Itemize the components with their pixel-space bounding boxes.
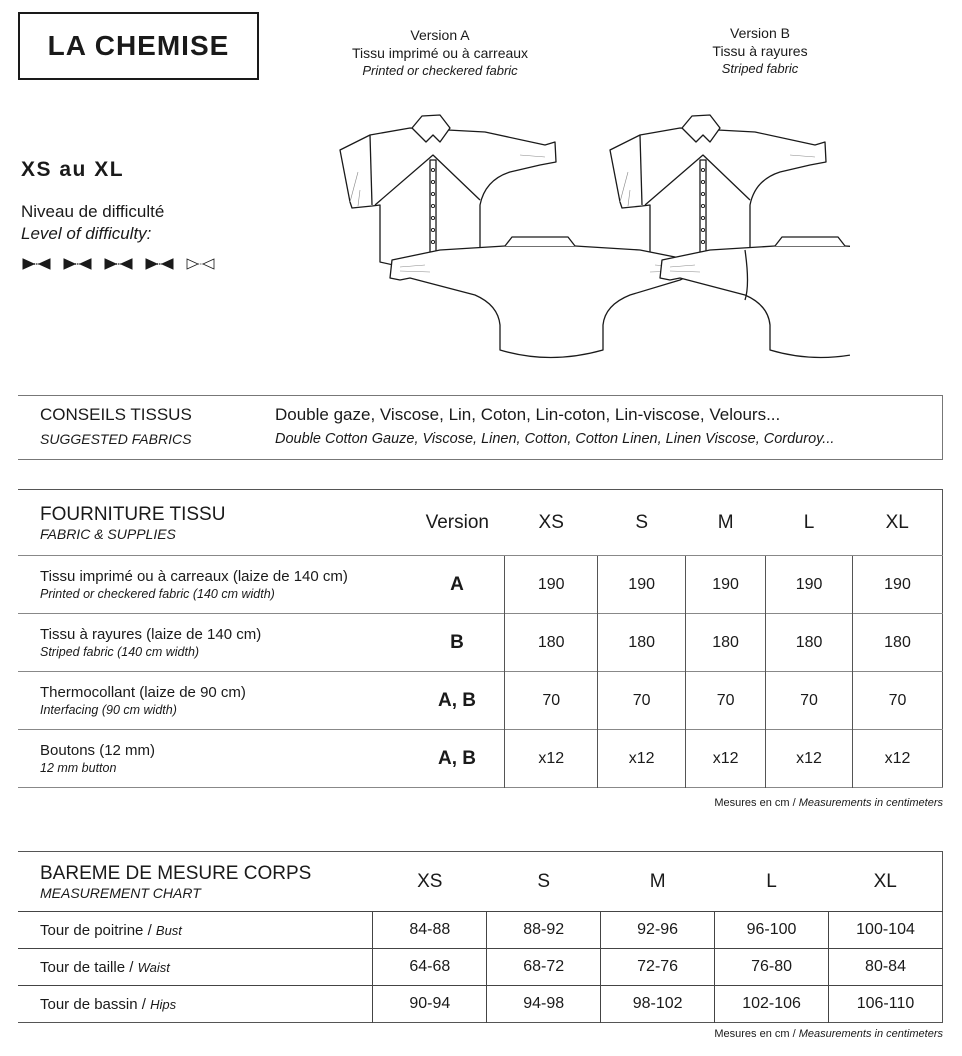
version-b-name: Version B: [730, 25, 790, 41]
size-column-header: S: [537, 870, 551, 892]
bow-tie-filled-icon: [144, 257, 175, 271]
measurement-range-cell: 88-92: [487, 912, 601, 949]
technical-drawings: [330, 110, 850, 370]
measurement-title-en: MEASUREMENT CHART: [40, 884, 201, 901]
supply-quantity-cell: 190: [598, 556, 686, 614]
supply-version: A: [410, 556, 505, 614]
version-b-fabric-fr: Tissu à rayures: [712, 43, 808, 59]
measurement-units-note: [714, 1028, 943, 1040]
version-a-caption: [320, 26, 560, 80]
supply-quantity-cell: 190: [766, 556, 853, 614]
measurement-title: [18, 852, 373, 912]
supply-version: A, B: [410, 730, 505, 788]
difficulty-label-fr: Niveau de difficulté: [21, 202, 165, 221]
table-row: [18, 672, 943, 730]
size-column-header: XS: [538, 511, 564, 533]
measurement-chart-table: [18, 851, 943, 1023]
supply-quantity-cell: 70: [686, 672, 766, 730]
table-row: [18, 730, 943, 788]
supply-label-fr: Boutons (12 mm): [40, 742, 156, 759]
supply-quantity-cell: 70: [766, 672, 853, 730]
units-note-fr: Mesures en cm /: [714, 1028, 799, 1040]
measurement-range-cell: 68-72: [487, 949, 601, 986]
table-row: [18, 986, 943, 1023]
bow-tie-filled-icon: [62, 257, 93, 271]
supply-quantity-cell: 190: [686, 556, 766, 614]
measurement-range-cell: 84-88: [373, 912, 487, 949]
pattern-title: LA CHEMISE: [47, 30, 230, 61]
size-column-header: M: [649, 870, 666, 892]
supply-label: [18, 672, 410, 730]
bow-tie-filled-icon: [21, 257, 52, 271]
supply-label: [18, 556, 410, 614]
supplies-title-en: FABRIC & SUPPLIES: [40, 525, 176, 542]
measurement-label-en: Hips: [150, 996, 177, 1012]
supply-label-fr: Tissu imprimé ou à carreaux (laize de 140 cm): [40, 568, 348, 585]
version-a-fabric-en: Printed or checkered fabric: [362, 63, 518, 78]
table-header-row: [18, 852, 943, 912]
measurement-range-cell: 72-76: [601, 949, 715, 986]
measurement-label-fr: Tour de taille /: [40, 958, 138, 976]
suggested-fabrics-box: [18, 395, 943, 460]
supply-quantity-cell: x12: [505, 730, 598, 788]
units-note-fr: Mesures en cm /: [714, 797, 799, 809]
measurement-label-fr: Tour de bassin /: [40, 995, 151, 1013]
supply-quantity-cell: 180: [686, 614, 766, 672]
fabric-supplies-table: [18, 489, 943, 788]
measurement-range-cell: 102-106: [715, 986, 829, 1023]
measurement-label: [18, 986, 373, 1023]
supply-quantity-cell: 180: [766, 614, 853, 672]
measurement-label: [18, 912, 373, 949]
difficulty-rating: [21, 257, 216, 271]
size-column-header: S: [635, 511, 648, 533]
suggested-fabrics-list-en: Double Cotton Gauze, Viscose, Linen, Cotton, Cotton Linen, Linen Viscose, Corduroy...: [275, 431, 835, 447]
supply-label-fr: Thermocollant (laize de 90 cm): [40, 684, 246, 701]
supplies-title: [18, 490, 410, 556]
measurement-label: [18, 949, 373, 986]
size-column-header: XL: [873, 870, 897, 892]
measurement-title-fr: BAREME DE MESURE CORPS: [40, 862, 312, 884]
supply-version: A, B: [410, 672, 505, 730]
supply-quantity-cell: 190: [505, 556, 598, 614]
measurement-range-cell: 76-80: [715, 949, 829, 986]
supply-label-en: Printed or checkered fabric (140 cm width): [40, 587, 275, 601]
version-b-caption: [640, 24, 880, 78]
suggested-fabrics-title-en: SUGGESTED FABRICS: [40, 431, 192, 447]
supply-quantity-cell: 180: [853, 614, 943, 672]
supply-quantity-cell: 70: [505, 672, 598, 730]
size-range: XS au XL: [21, 158, 125, 181]
version-a-fabric-fr: Tissu imprimé ou à carreaux: [351, 45, 529, 61]
bow-tie-empty-icon: [185, 257, 216, 271]
supply-quantity-cell: 190: [853, 556, 943, 614]
supply-quantity-cell: x12: [853, 730, 943, 788]
supply-quantity-cell: x12: [686, 730, 766, 788]
supply-label: [18, 614, 410, 672]
size-column-header: M: [717, 511, 734, 533]
version-a-name: Version A: [410, 27, 470, 43]
measurement-range-cell: 90-94: [373, 986, 487, 1023]
bow-tie-filled-icon: [103, 257, 134, 271]
table-row: [18, 949, 943, 986]
table-row: [18, 912, 943, 949]
table-header-row: [18, 490, 943, 556]
size-column-header: XL: [885, 511, 909, 533]
supply-quantity-cell: 180: [598, 614, 686, 672]
measurement-label-fr: Tour de poitrine /: [40, 921, 156, 939]
measurement-label-en: Waist: [137, 959, 170, 975]
supply-label: [18, 730, 410, 788]
measurement-range-cell: 96-100: [715, 912, 829, 949]
measurement-range-cell: 92-96: [601, 912, 715, 949]
measurement-range-cell: 80-84: [829, 949, 943, 986]
supplies-title-fr: FOURNITURE TISSU: [40, 503, 226, 525]
measurement-range-cell: 100-104: [829, 912, 943, 949]
table-row: [18, 614, 943, 672]
supply-quantity-cell: 70: [598, 672, 686, 730]
measurement-range-cell: 94-98: [487, 986, 601, 1023]
shirt-a-back-drawing: [390, 237, 692, 358]
supply-quantity-cell: 70: [853, 672, 943, 730]
supply-version: B: [410, 614, 505, 672]
measurement-range-cell: 106-110: [829, 986, 943, 1023]
supply-quantity-cell: x12: [766, 730, 853, 788]
size-column-header: XS: [417, 870, 443, 892]
supply-label-en: 12 mm button: [40, 761, 117, 775]
shirt-b-back-drawing: [660, 237, 850, 358]
units-note-en: Measurements in centimeters: [798, 797, 943, 809]
supply-quantity-cell: 180: [505, 614, 598, 672]
version-b-fabric-en: Striped fabric: [721, 61, 799, 76]
size-column-header: L: [803, 511, 815, 533]
suggested-fabrics-title-fr: CONSEILS TISSUS: [40, 405, 192, 424]
units-note-en: Measurements in centimeters: [798, 1028, 943, 1040]
measurement-range-cell: 98-102: [601, 986, 715, 1023]
supply-label-en: Striped fabric (140 cm width): [40, 645, 200, 659]
measurement-range-cell: 64-68: [373, 949, 487, 986]
difficulty-label-en: Level of difficulty:: [21, 224, 152, 243]
supply-quantity-cell: x12: [598, 730, 686, 788]
table-row: [18, 556, 943, 614]
supply-label-en: Interfacing (90 cm width): [40, 703, 177, 717]
version-column-header: Version: [425, 511, 489, 533]
supply-label-fr: Tissu à rayures (laize de 140 cm): [40, 626, 262, 643]
pattern-title-box: [18, 12, 259, 80]
supplies-units-note: [714, 797, 943, 809]
suggested-fabrics-list-fr: Double gaze, Viscose, Lin, Coton, Lin-coton, Lin-viscose, Velours...: [275, 405, 781, 424]
size-column-header: L: [766, 870, 777, 892]
measurement-label-en: Bust: [155, 922, 182, 938]
